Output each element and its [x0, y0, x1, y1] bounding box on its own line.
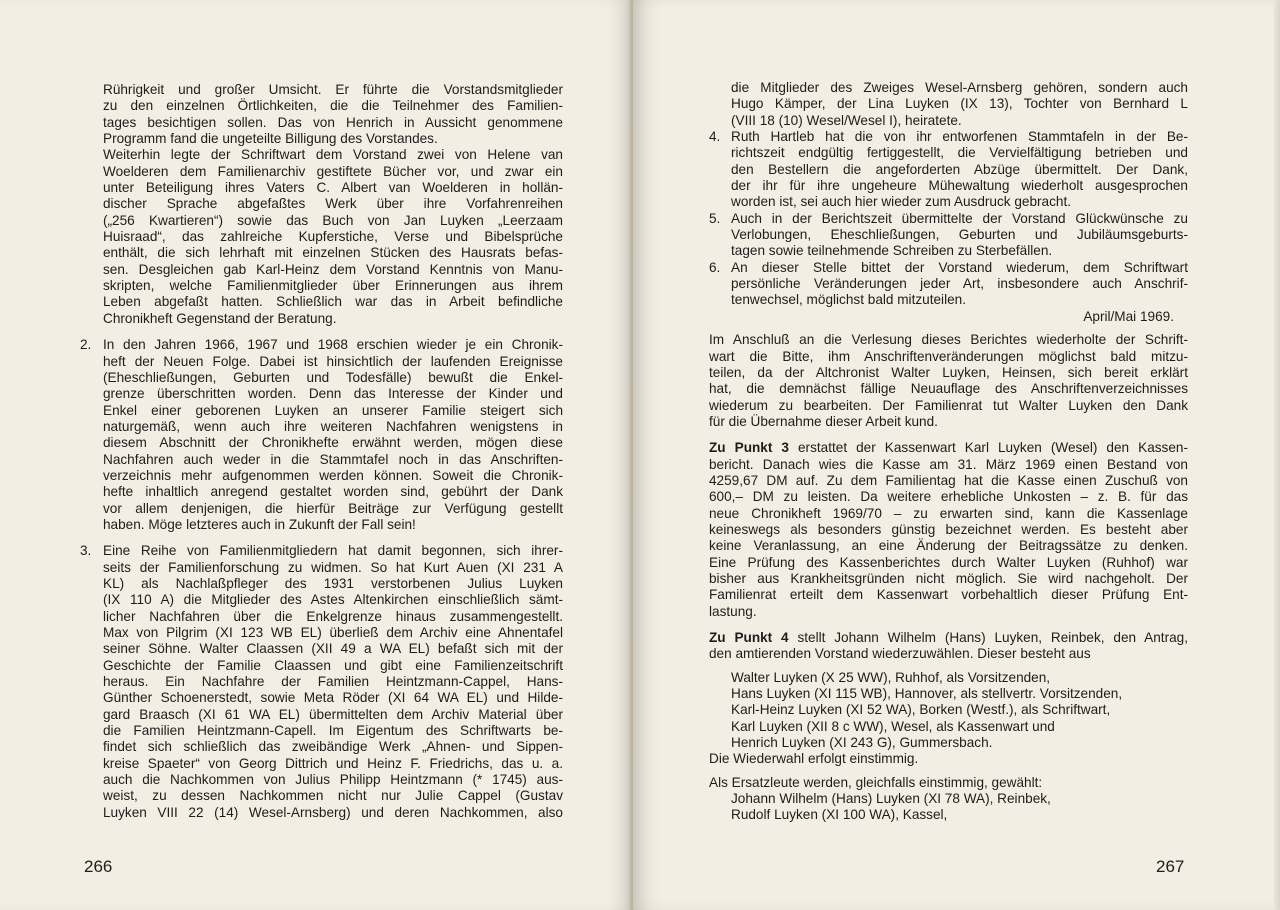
text-line: Rührigkeit und großer Umsicht. Er führte die Vorstandsmitglieder: [103, 82, 563, 97]
report-date: April/Mai 1969.: [1083, 308, 1174, 324]
item-2: [80, 337, 563, 533]
list-item: Johann Wilhelm (Hans) Luyken (XI 78 WA), Reinbek,: [731, 791, 1051, 807]
right-text-column: [709, 80, 1188, 824]
text-line: Im Anschluß an die Verlesung dieses Berichtes wiederholte der Schrift-: [709, 332, 1188, 348]
list-item: Henrich Luyken (XI 243 G), Gummersbach.: [731, 735, 993, 751]
text-line: zu den einzelnen Örtlichkeiten, die die Teilnehmer des Familien-: [103, 98, 563, 114]
text-line: neue Chronikheft 1969/70 – zu erwarten sind, kann die Kassenlage: [709, 505, 1188, 521]
left-text-column: [80, 82, 563, 821]
text-line: Huisraad“, das zahlreiche Kupferstiche, Verse und Bibelsprüche: [103, 229, 563, 245]
page-edge: [1274, 0, 1280, 910]
text-line: hat, die demnächst fällige Neuauflage des Anschriftenverzeichnisses: [709, 381, 1188, 397]
text-line: diesem Abschnitt der Chronikhefte erwähnt werden, mögen diese: [103, 435, 563, 451]
ersatz-list: [709, 791, 1188, 824]
text-line: discher Sprache abgefaßtes Werk über ihre Vorfahrenreihen: [103, 196, 563, 212]
text-line: Günther Schoenerstedt, sowie Meta Röder (XI 64 WA EL) und Hilde-: [103, 690, 563, 706]
list-item: Karl Luyken (XII 8 c WW), Wesel, als Kassenwart und: [731, 718, 1055, 734]
intro-paragraph: [103, 82, 563, 327]
text-line: Eine Prüfung des Kassenberichtes durch Walter Luyken (Ruhhof) war: [709, 554, 1188, 570]
text-line: den amtierenden Vorstand wiederzuwählen. Dieser besteht aus: [709, 646, 1091, 662]
text-line: naturgemäß, wenn auch ihre weiteren Nachfahren wenigstens in: [103, 418, 563, 434]
text-line: tenwechsel, möglichst bald mitzuteilen.: [731, 292, 966, 308]
text-line: bericht. Danach wies die Kasse am 31. März 1969 einen Bestand von: [709, 456, 1188, 472]
text-line: 600,– DM zu leisten. Da weitere erhebliche Unkosten – z. B. für das: [709, 489, 1188, 505]
text-line: tagen sowie teilnehmende Schreiben zu Sterbefällen.: [731, 243, 1053, 259]
text-line: grenze überschritten worden. Denn das Interesse der Kinder und: [103, 386, 563, 402]
continuation-paragraph: [709, 80, 1188, 129]
page-number-left: 266: [84, 857, 113, 876]
item-4: [709, 129, 1188, 211]
list-item: Hans Luyken (XI 115 WB), Hannover, als stellvertr. Vorsitzenden,: [731, 686, 1123, 702]
text-line: worden ist, sei auch hier wieder zum Ausdruck gebracht.: [731, 194, 1072, 210]
text-line: sen. Desgleichen gab Karl-Heinz dem Vorstand Kenntnis von Manu-: [103, 261, 563, 277]
page-number-right: 267: [1156, 857, 1185, 876]
text-line: Zu Punkt 3 erstattet der Kassenwart Karl Luyken (Wesel) den Kassen-: [709, 440, 1188, 456]
text-line: Geschichte der Familie Claassen und gibt eine Familienzeitschrift: [103, 657, 563, 673]
text-line: kreise Spaeter“ von Georg Dittrich und Heinz F. Friedrichs, das u. a.: [103, 755, 563, 771]
text-line: Zu Punkt 4 stellt Johann Wilhelm (Hans) Luyken, Reinbek, den Antrag,: [709, 630, 1188, 645]
punkt-4-paragraph: [709, 630, 1188, 663]
text-line: heraus. Ein Nachfahre der Familien Heintzmann-Cappel, Hans-: [103, 674, 563, 690]
text-line: hefte inhaltlich anregend gestaltet worden sind, gebührt der Dank: [103, 484, 563, 500]
wiederwahl-line: Die Wiederwahl erfolgt einstimmig.: [709, 751, 919, 767]
item-6: [709, 260, 1188, 309]
vorstand-list: [709, 670, 1188, 752]
text-line: (VIII 18 (10) Wesel/Wesel I), heiratete.: [731, 112, 962, 128]
text-line: verzeichnis mehr aufgenommen werden können. Soweit die Chronik-: [103, 467, 563, 483]
text-line: wiederum zu bearbeiten. Der Familienrat tut Walter Luyken den Dank: [709, 397, 1188, 413]
text-line: wart die Bitte, ihm Anschriftenveränderungen möglichst bald mitzu-: [709, 348, 1188, 364]
text-line: Verlobungen, Eheschließungen, Geburten und Jubiläumsgeburts-: [731, 227, 1188, 243]
text-line: enthält, die sich lehrhaft mit einzelnen Stücken des Hausrats befas-: [103, 245, 563, 261]
text-line: teilen, da der Altchronist Walter Luyken, Heinsen, sich bereit erklärt: [709, 364, 1188, 380]
anschluss-paragraph: [709, 332, 1188, 430]
text-line: weist, zu dessen Nachkommen nicht nur Julie Cappel (Gustav: [103, 788, 563, 804]
text-line: 4259,67 DM auf. Zu dem Familientag hat die Kasse einen Zuschuß von: [709, 472, 1188, 488]
item-number: 2.: [80, 337, 92, 353]
text-line: keine Veranlassung, an eine Änderung der Beitragssätze zu denken.: [709, 538, 1188, 554]
item-number: 5.: [709, 210, 721, 226]
text-line: Max von Pilgrim (XI 123 WB EL) überließ dem Archiv eine Ahnentafel: [103, 625, 563, 640]
left-page: [0, 0, 633, 910]
text-line: den Bestellern die angeforderten Abzüge übermittelt. Der Dank,: [731, 161, 1188, 177]
text-line: vor allem denjenigen, die hierfür Beiträge zur Verfügung gestellt: [103, 500, 563, 516]
text-line: Hugo Kämper, der Lina Luyken (IX 13), Tochter von Bernhard L: [731, 96, 1188, 112]
text-line: Weiterhin legte der Schriftwart dem Vorstand zwei von Helene van: [103, 147, 563, 163]
text-line: gard Braasch (XI 61 WA EL) übermittelten dem Archiv Material über: [103, 706, 563, 722]
text-line: (Eheschließungen, Geburten und Todesfälle) bewußt die Enkel-: [103, 369, 563, 385]
text-line: unter Beteiligung ihres Vaters C. Albert van Woelderen in hollän-: [103, 180, 563, 196]
text-line: persönliche Veränderungen jeder Art, insbesondere auch Anschrif-: [731, 276, 1188, 292]
text-line: Leben abgefaßt hatten. Schließlich war das in Arbeit befindliche: [103, 294, 563, 310]
list-item: Walter Luyken (X 25 WW), Ruhhof, als Vorsitzenden,: [731, 669, 1051, 685]
text-line: heft der Neuen Folge. Dabei ist hinsichtlich der laufenden Ereignisse: [103, 353, 563, 369]
text-line: Nachfahren auch weder in die Stammtafel noch in das Anschriften-: [103, 451, 563, 467]
text-line: lastung.: [709, 603, 757, 619]
text-line: Woelderen dem Familienarchiv gestiftete Bücher vor, und zwar ein: [103, 163, 563, 179]
text-line: Chronikheft Gegenstand der Beratung.: [103, 310, 337, 326]
text-line: bisher aus Krankheitsgründen nicht möglich. Sie wird nachgeholt. Der: [709, 570, 1188, 586]
text-line: Luyken VIII 22 (14) Wesel-Arnsberg) und deren Nachkommen, also: [103, 804, 563, 820]
text-line: tages besichtigen sollen. Das von Henrich in Aussicht genommene: [103, 114, 563, 130]
item-number: 6.: [709, 259, 721, 275]
text-line: Enkel einer geborenen Luyken an unserer Familie steigert sich: [103, 402, 563, 418]
text-line: („256 Kwartieren“) sowie das Buch von Jan Luyken „Leerzaam: [103, 212, 563, 228]
list-item: Karl-Heinz Luyken (XI 52 WA), Borken (Westf.), als Schriftwart,: [731, 702, 1111, 718]
text-line: die Familien Heintzmann-Capell. Im Eigentum des Schriftwarts be-: [103, 723, 563, 739]
text-line: In den Jahren 1966, 1967 und 1968 erschien wieder je ein Chronik-: [103, 337, 563, 353]
text-line: Familienrat erteilt dem Kassenwart vorbehaltlich dieser Prüfung Ent-: [709, 587, 1188, 603]
text-line: KL) als Nachlaßpfleger des 1931 verstorbenen Julius Luyken: [103, 575, 563, 591]
text-line: die Mitglieder des Zweiges Wesel-Arnsberg gehören, sondern auch: [731, 80, 1188, 95]
text-line: licher Nachfahren über die Enkelgrenze hinaus zusammengestellt.: [103, 608, 563, 624]
text-line: An dieser Stelle bittet der Vorstand wiederum, dem Schriftwart: [731, 259, 1188, 275]
text-line: für die Übernahme dieser Arbeit kund.: [709, 413, 938, 429]
text-line: keineswegs als besonders günstig bezeichnet werden. Es besteht aber: [709, 521, 1188, 537]
punkt-3-label: Zu Punkt 3: [709, 440, 789, 456]
item-number: 3.: [80, 543, 92, 559]
text-line: findet sich schließlich das zweibändige Werk „Ahnen- und Sippen-: [103, 739, 563, 755]
punkt-3-paragraph: [709, 440, 1188, 620]
list-item: Rudolf Luyken (XI 100 WA), Kassel,: [731, 807, 948, 823]
text-line: seiner Söhne. Walter Claassen (XII 49 a WA EL) befaßt sich mit der: [103, 641, 563, 657]
text-line: seits der Familienforschung zu widmen. So hat Kurt Auen (XI 231 A: [103, 559, 563, 575]
item-number: 4.: [709, 129, 721, 145]
text-line: skripten, welche Familienmitglieder über Erinnerungen aus ihrem: [103, 278, 563, 294]
ersatz-intro: Als Ersatzleute werden, gleichfalls einstimmig, gewählt:: [709, 774, 1043, 790]
text-line: auch die Nachkommen von Julius Philipp Heintzmann (* 1745) aus-: [103, 772, 563, 788]
text-line: Ruth Hartleb hat die von ihr entworfenen Stammtafeln in der Be-: [731, 129, 1188, 145]
punkt-4-label: Zu Punkt 4: [709, 630, 789, 645]
text-line: der ihr für ihre ungeheure Mühewaltung wiederholt ausgesprochen: [731, 178, 1188, 194]
text-line: Programm fand die ungeteilte Billigung des Vorstandes.: [103, 131, 438, 147]
text-line: richtszeit endgültig fertiggestellt, die Vervielfältigung betrieben und: [731, 145, 1188, 161]
text-line: haben. Möge letzteres auch in Zukunft der Fall sein!: [103, 516, 416, 532]
text-line: Eine Reihe von Familienmitgliedern hat damit begonnen, sich ihrer-: [103, 543, 563, 559]
item-5: [709, 211, 1188, 260]
text-line: (IX 110 A) die Mitglieder des Astes Altenkirchen einschließlich sämt-: [103, 592, 563, 608]
right-page: [633, 0, 1280, 910]
text-line: Auch in der Berichtszeit übermittelte der Vorstand Glückwünsche zu: [731, 210, 1188, 226]
item-3: [80, 543, 563, 821]
